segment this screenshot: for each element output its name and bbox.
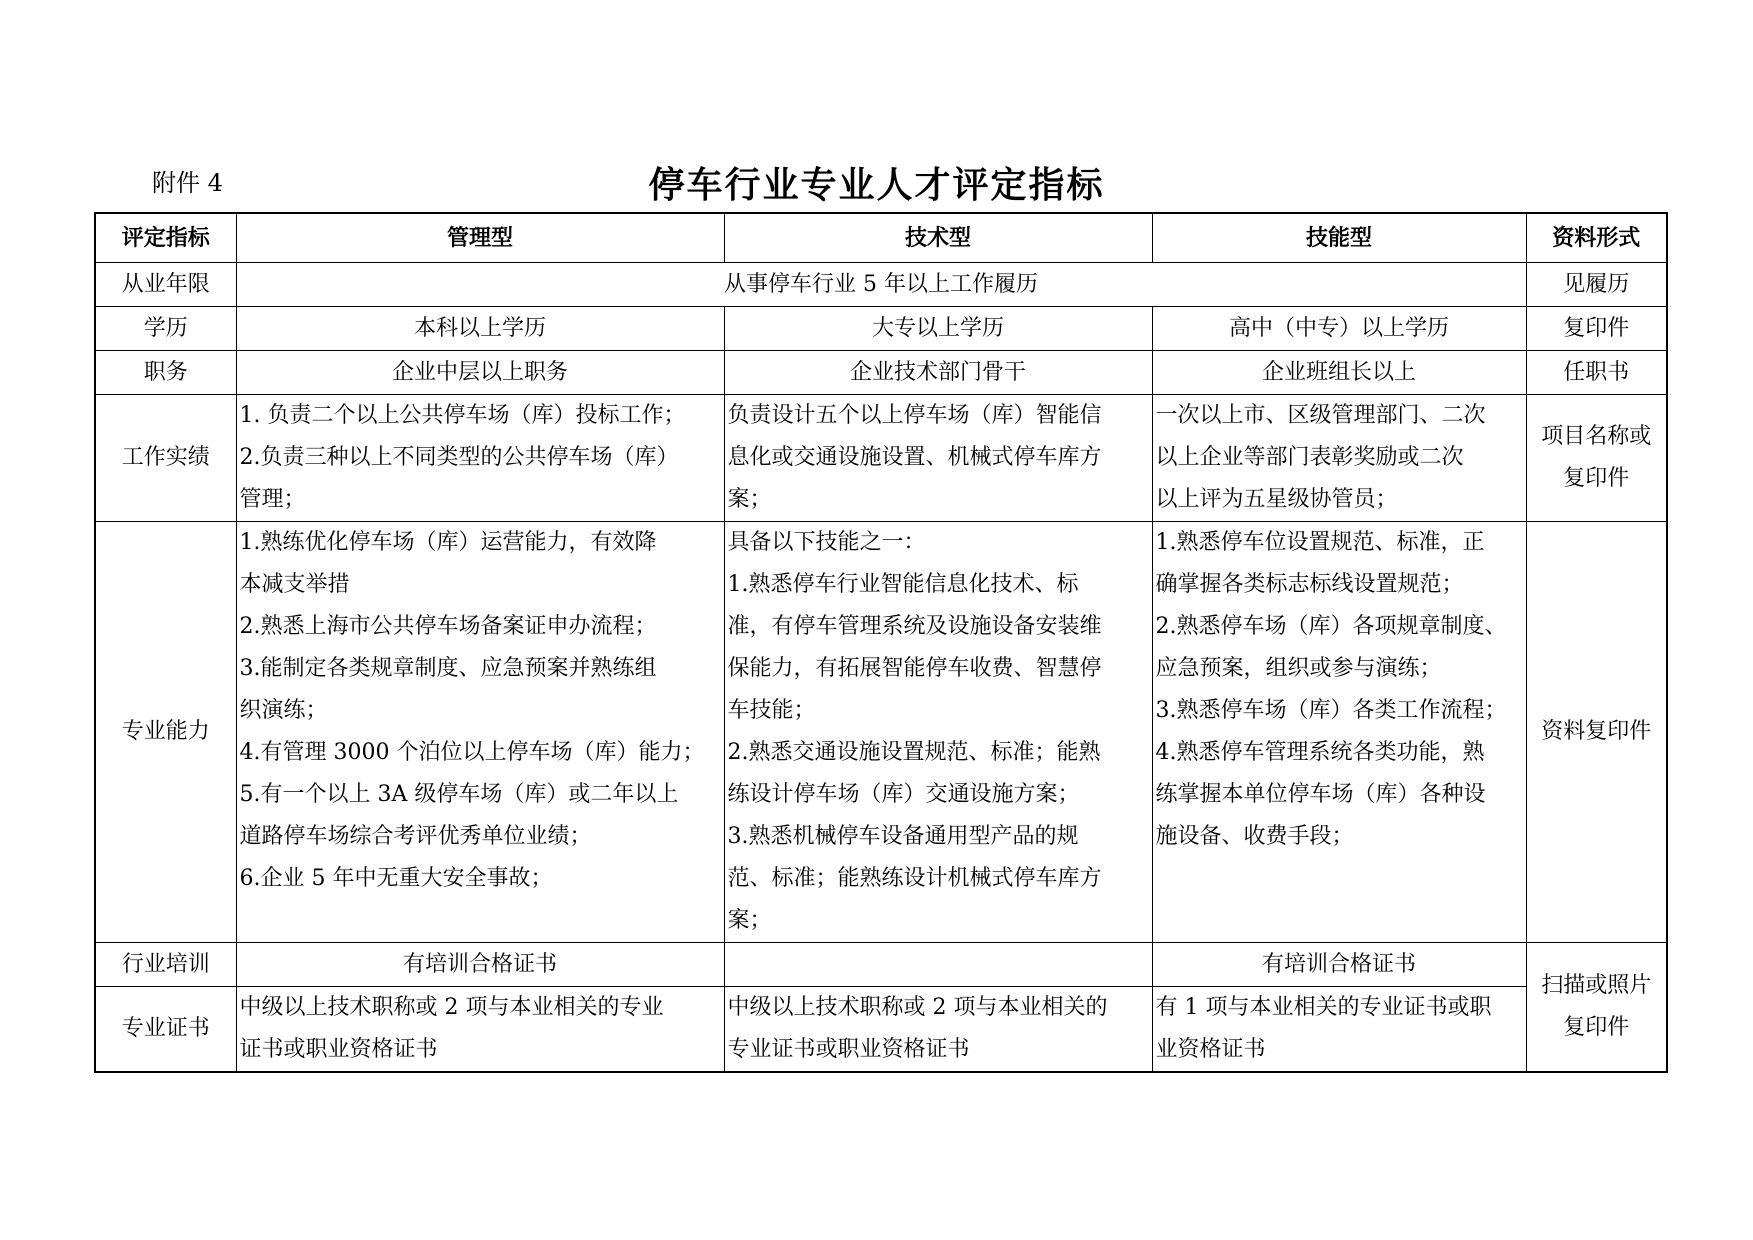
cell-line: 专业证书或职业资格证书 <box>727 1037 970 1062</box>
cell-line: 范、标准；能熟练设计机械式停车库方 <box>727 866 1102 891</box>
skill-cell: 有培训合格证书 <box>1152 943 1526 987</box>
material-cell: 见履历 <box>1526 263 1667 307</box>
cell-line: 4.有管理 3000 个泊位以上停车场（库）能力； <box>239 740 705 765</box>
cell-line: 有 1 项与本业相关的专业证书或职 <box>1155 995 1492 1020</box>
technical-cell <box>724 522 1152 943</box>
cell-line: 车技能； <box>727 698 816 723</box>
management-cell: 本科以上学历 <box>236 307 724 351</box>
table-row-certificate <box>95 987 1667 1073</box>
cell-line: 2.熟悉上海市公共停车场备案证申办流程； <box>239 614 657 639</box>
material-cell <box>1526 395 1667 522</box>
page-title: 停车行业专业人才评定指标 <box>648 164 1105 206</box>
cell-line: 以上企业等部门表彰奖励或二次 <box>1155 445 1464 470</box>
cell-line: 准，有停车管理系统及设施设备安装维 <box>727 614 1102 639</box>
cell-line: 息化或交通设施设置、机械式停车库方 <box>727 445 1102 470</box>
header-technical: 技术型 <box>724 213 1152 263</box>
management-cell <box>236 987 724 1073</box>
table-row-position <box>95 351 1667 395</box>
cell-line: 道路停车场综合考评优秀单位业绩； <box>239 824 592 849</box>
attachment-label: 附件 4 <box>152 169 223 197</box>
cell-line: 案； <box>727 487 772 512</box>
cell-line: 练掌握本单位停车场（库）各种设 <box>1155 782 1486 807</box>
cell-line: 项目名称或 <box>1541 424 1652 449</box>
skill-cell <box>1152 522 1526 943</box>
skill-cell <box>1152 395 1526 522</box>
table-row-performance <box>95 395 1667 522</box>
cell-line: 负责设计五个以上停车场（库）智能信 <box>727 403 1102 428</box>
material-cell: 任职书 <box>1526 351 1667 395</box>
criteria-table <box>94 212 1668 1073</box>
technical-cell <box>724 987 1152 1073</box>
cell-line: 2.熟悉停车场（库）各项规章制度、 <box>1155 614 1507 639</box>
skill-cell <box>1152 987 1526 1073</box>
cell-line: 扫描或照片 <box>1541 973 1652 998</box>
cell-line: 6.企业 5 年中无重大安全事故； <box>239 866 553 891</box>
management-cell <box>236 395 724 522</box>
cell-line: 中级以上技术职称或 2 项与本业相关的 <box>727 995 1108 1020</box>
cell-line: 3.熟悉机械停车设备通用型产品的规 <box>727 824 1079 849</box>
cell-line: 织演练； <box>239 698 328 723</box>
cell-line: 本减支举措 <box>239 572 350 597</box>
cell-line: 应急预案，组织或参与演练； <box>1155 656 1442 681</box>
cell-line: 以上评为五星级协管员； <box>1155 487 1398 512</box>
table-row-experience <box>95 263 1667 307</box>
material-cell <box>1526 943 1667 1073</box>
technical-cell: 企业技术部门骨干 <box>724 351 1152 395</box>
cell-line: 1.熟悉停车行业智能信息化技术、标 <box>727 572 1079 597</box>
skill-cell: 企业班组长以上 <box>1152 351 1526 395</box>
technical-cell <box>724 395 1152 522</box>
header-management: 管理型 <box>236 213 724 263</box>
table-row-training <box>95 943 1667 987</box>
experience-requirement: 从事停车行业 5 年以上工作履历 <box>236 263 1526 307</box>
header-skill: 技能型 <box>1152 213 1526 263</box>
cell-line: 复印件 <box>1563 1015 1630 1040</box>
table-header-row <box>95 213 1667 263</box>
table-row-ability <box>95 522 1667 943</box>
row-label: 从业年限 <box>95 263 236 307</box>
cell-line: 2.负责三种以上不同类型的公共停车场（库） <box>239 445 679 470</box>
cell-line: 具备以下技能之一： <box>727 530 926 555</box>
cell-line: 练设计停车场（库）交通设施方案； <box>727 782 1080 807</box>
cell-line: 1.熟练优化停车场（库）运营能力，有效降 <box>239 530 657 555</box>
row-label: 学历 <box>95 307 236 351</box>
cell-line: 管理； <box>239 487 306 512</box>
cell-line: 案； <box>727 908 772 933</box>
row-label: 专业证书 <box>95 987 236 1073</box>
material-cell: 资料复印件 <box>1526 522 1667 943</box>
skill-cell: 高中（中专）以上学历 <box>1152 307 1526 351</box>
cell-line: 1.熟悉停车位设置规范、标准，正 <box>1155 530 1485 555</box>
cell-line: 一次以上市、区级管理部门、二次 <box>1155 403 1486 428</box>
row-label: 职务 <box>95 351 236 395</box>
technical-cell <box>724 943 1152 987</box>
header-criteria: 评定指标 <box>95 213 236 263</box>
technical-cell: 大专以上学历 <box>724 307 1152 351</box>
material-cell: 复印件 <box>1526 307 1667 351</box>
cell-line: 证书或职业资格证书 <box>239 1037 438 1062</box>
row-label: 工作实绩 <box>95 395 236 522</box>
management-cell: 有培训合格证书 <box>236 943 724 987</box>
row-label: 专业能力 <box>95 522 236 943</box>
cell-line: 5.有一个以上 3A 级停车场（库）或二年以上 <box>239 782 679 807</box>
cell-line: 业资格证书 <box>1155 1037 1266 1062</box>
management-cell <box>236 522 724 943</box>
cell-line: 中级以上技术职称或 2 项与本业相关的专业 <box>239 995 664 1020</box>
management-cell: 企业中层以上职务 <box>236 351 724 395</box>
cell-line: 1. 负责二个以上公共停车场（库）投标工作； <box>239 403 686 428</box>
cell-line: 3.能制定各类规章制度、应急预案并熟练组 <box>239 656 657 681</box>
cell-line: 4.熟悉停车管理系统各类功能，熟 <box>1155 740 1485 765</box>
header-material: 资料形式 <box>1526 213 1667 263</box>
table-row-education <box>95 307 1667 351</box>
cell-line: 确掌握各类标志标线设置规范； <box>1155 572 1464 597</box>
cell-line: 保能力，有拓展智能停车收费、智慧停 <box>727 656 1102 681</box>
cell-line: 3.熟悉停车场（库）各类工作流程； <box>1155 698 1507 723</box>
cell-line: 2.熟悉交通设施设置规范、标准；能熟 <box>727 740 1101 765</box>
cell-line: 复印件 <box>1563 466 1630 491</box>
row-label: 行业培训 <box>95 943 236 987</box>
cell-line: 施设备、收费手段； <box>1155 824 1354 849</box>
